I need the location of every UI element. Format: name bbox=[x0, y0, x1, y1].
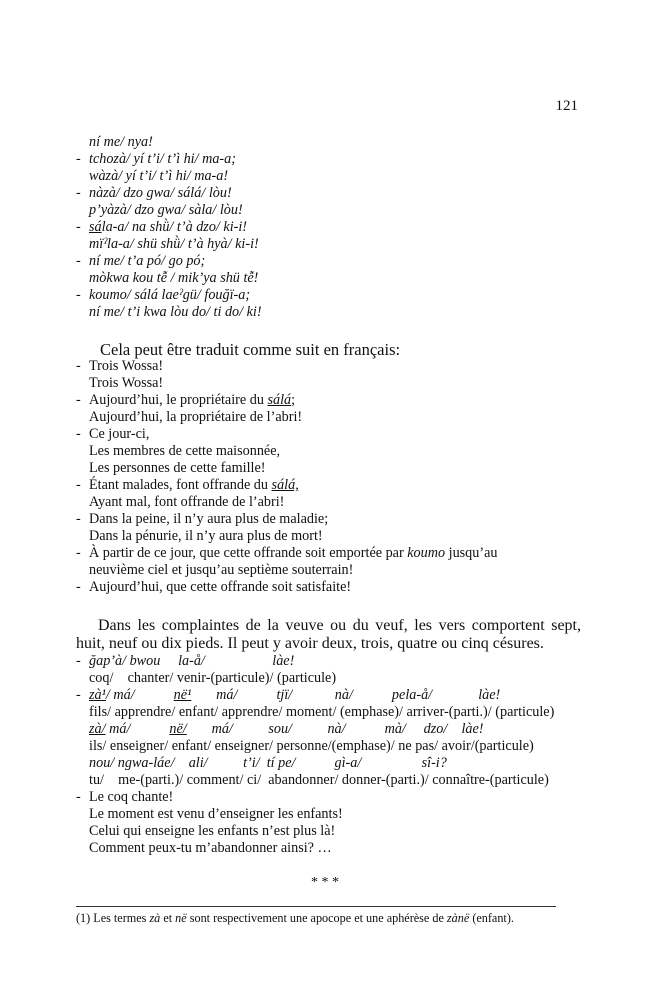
text-segment: zà/ bbox=[89, 721, 106, 737]
verse-text bbox=[89, 460, 265, 477]
verse-text bbox=[89, 392, 295, 409]
text-segment: ní me/ t’a pó/ go pó; bbox=[89, 253, 206, 269]
list-dash: - bbox=[76, 653, 81, 669]
verse-line bbox=[76, 653, 596, 670]
verse-text bbox=[89, 806, 343, 823]
verse-line bbox=[76, 806, 596, 823]
verse-line bbox=[76, 270, 586, 287]
text-segment: nàzà/ dzo gwa/ sálá/ lòu! bbox=[89, 185, 232, 201]
list-dash: - bbox=[76, 287, 81, 303]
text-segment: zà¹ bbox=[89, 687, 106, 703]
verse-line bbox=[76, 772, 596, 789]
verse-text bbox=[89, 270, 258, 287]
text-segment: Comment peux-tu m’abandonner ainsi? … bbox=[89, 840, 332, 856]
verse-line bbox=[76, 358, 586, 375]
verse-line bbox=[76, 823, 596, 840]
verse-text bbox=[89, 375, 163, 392]
text-segment: neuvième ciel et jusqu’au septième souterrain! bbox=[89, 562, 354, 578]
list-dash: - bbox=[76, 358, 81, 374]
text-segment: Trois Wossa! bbox=[89, 375, 164, 391]
verse-line bbox=[76, 375, 586, 392]
verse-text bbox=[89, 409, 302, 426]
verse-line bbox=[76, 185, 586, 202]
verse-line bbox=[76, 477, 586, 494]
list-dash: - bbox=[76, 477, 81, 493]
text-segment: sá bbox=[89, 219, 102, 235]
verse-line bbox=[76, 168, 586, 185]
body-paragraph: Dans les complaintes de la veuve ou du veuf, les vers comportent sept, huit, neuf ou dix pieds. Il peut y avoir deux, trois, quatre ou cinq césures. bbox=[76, 617, 581, 652]
verse-text bbox=[89, 755, 447, 772]
verse-text bbox=[89, 426, 149, 443]
verse-text bbox=[89, 840, 332, 857]
text-segment: má/ bbox=[105, 721, 170, 737]
list-dash: - bbox=[76, 426, 81, 442]
list-dash: - bbox=[76, 219, 81, 235]
list-dash: - bbox=[76, 511, 81, 527]
verse-text bbox=[89, 477, 299, 494]
verse-text bbox=[89, 219, 247, 236]
verse-text bbox=[89, 494, 284, 511]
verse-text bbox=[89, 670, 336, 687]
translation-verses bbox=[76, 358, 586, 596]
verse-text bbox=[89, 134, 153, 151]
text-segment: zànë bbox=[446, 911, 470, 925]
footnote bbox=[76, 911, 514, 926]
verse-line bbox=[76, 687, 596, 704]
text-segment: fils/ apprendre/ enfant/ apprendre/ moment/ (emphase)/ arriver-(parti.)/ (particule) bbox=[89, 704, 555, 720]
text-segment: Étant malades, font offrande du bbox=[89, 477, 272, 493]
verse-text bbox=[89, 772, 549, 789]
text-segment: Les membres de cette maisonnée, bbox=[89, 443, 281, 459]
list-dash: - bbox=[76, 392, 81, 408]
text-segment: Dans la pénurie, il n’y aura plus de mort! bbox=[89, 528, 323, 544]
text-segment: Dans la peine, il n’y aura plus de maladie; bbox=[89, 511, 329, 527]
list-dash: - bbox=[76, 253, 81, 269]
text-segment: jusqu’au bbox=[445, 545, 498, 561]
verse-line bbox=[76, 528, 586, 545]
list-dash: - bbox=[76, 687, 81, 703]
verse-text bbox=[89, 823, 335, 840]
verse-text bbox=[89, 443, 280, 460]
text-segment: Le coq chante! bbox=[89, 789, 174, 805]
verse-line bbox=[76, 253, 586, 270]
verse-text bbox=[89, 562, 353, 579]
text-segment: ní me/ t’i kwa lòu do/ ti do/ ki! bbox=[89, 304, 262, 320]
verse-line bbox=[76, 151, 586, 168]
poem-verses bbox=[76, 134, 586, 321]
verse-text bbox=[89, 704, 554, 721]
verse-text bbox=[89, 528, 323, 545]
verse-text bbox=[89, 511, 328, 528]
text-segment: má/ sou/ nà/ mà/ dzo/ làe! bbox=[186, 721, 484, 737]
verse-line bbox=[76, 755, 596, 772]
verse-text bbox=[89, 202, 243, 219]
list-dash: - bbox=[76, 185, 81, 201]
text-segment: ; bbox=[291, 392, 296, 408]
text-segment: mòkwa kou tễ / mik’ya shü tễ! bbox=[89, 270, 259, 286]
text-segment: Trois Wossa! bbox=[89, 358, 164, 374]
text-segment: p’yàzà/ dzo gwa/ sàla/ lòu! bbox=[89, 202, 243, 218]
verse-text bbox=[89, 185, 232, 202]
text-segment: mïˀla-a/ shü shǜ/ t’à hyà/ ki-i! bbox=[89, 236, 259, 252]
verse-text bbox=[89, 789, 173, 806]
verse-line bbox=[76, 392, 586, 409]
verse-line bbox=[76, 738, 596, 755]
verse-text bbox=[89, 358, 163, 375]
verse-text bbox=[89, 168, 228, 185]
text-segment: Ayant mal, font offrande de l’abri! bbox=[89, 494, 285, 510]
text-segment: má/ tjï/ nà/ pela-å/ làe! bbox=[191, 687, 501, 703]
verse-text bbox=[89, 738, 534, 755]
text-segment: sont respectivement une apocope et une aphérèse de bbox=[186, 911, 447, 925]
text-segment: koumo/ sálá laeˀgü/ fouğï-a; bbox=[89, 287, 251, 303]
page-number: 121 bbox=[555, 98, 578, 114]
list-dash: - bbox=[76, 579, 81, 595]
text-segment: wàzà/ yí t’i/ t’ì hi/ ma-a! bbox=[89, 168, 229, 184]
verse-line bbox=[76, 545, 586, 562]
text-segment: zà bbox=[149, 911, 161, 925]
text-segment: Les personnes de cette famille! bbox=[89, 460, 266, 476]
verse-line bbox=[76, 840, 596, 857]
text-segment: tu/ me-(parti.)/ comment/ ci/ abandonner/ donner-(parti.)/ connaître-(particule) bbox=[89, 772, 549, 788]
verse-line bbox=[76, 721, 596, 738]
text-segment: ğap’à/ bwou la-å/ làe! bbox=[89, 653, 295, 669]
text-segment: koumo bbox=[407, 545, 446, 561]
list-dash: - bbox=[76, 789, 81, 805]
verse-line bbox=[76, 443, 586, 460]
text-segment: nou/ ngwa-láe/ ali/ t’i/ tí pe/ gì-a/ sî-i? bbox=[89, 755, 447, 771]
text-segment: ní me/ nya! bbox=[89, 134, 153, 150]
footnote-rule bbox=[76, 906, 556, 907]
verse-line bbox=[76, 789, 596, 806]
text-segment: Aujourd’hui, que cette offrande soit satisfaite! bbox=[89, 579, 352, 595]
text-segment: tchozà/ yí t’i/ t’ì hi/ ma-a; bbox=[89, 151, 236, 167]
text-segment: ils/ enseigner/ enfant/ enseigner/ personne/(emphase)/ ne pas/ avoir/(particule) bbox=[89, 738, 534, 754]
verse-line bbox=[76, 562, 586, 579]
text-segment: sálá bbox=[267, 392, 292, 408]
text-segment: À partir de ce jour, que cette offrande soit emportée par bbox=[89, 545, 408, 561]
translation-heading: Cela peut être traduit comme suit en français: bbox=[100, 340, 401, 359]
verse-line bbox=[76, 219, 586, 236]
text-segment: coq/ chanter/ venir-(particule)/ (particule) bbox=[89, 670, 337, 686]
verse-line bbox=[76, 287, 586, 304]
verse-line bbox=[76, 426, 586, 443]
verse-text bbox=[89, 253, 205, 270]
text-segment: Aujourd’hui, le propriétaire du bbox=[89, 392, 268, 408]
text-segment: (1) Les termes bbox=[76, 911, 150, 925]
verse-text bbox=[89, 151, 236, 168]
text-segment: la-a/ na shǜ/ t’à dzo/ ki-i! bbox=[101, 219, 248, 235]
interlinear-gloss bbox=[76, 653, 596, 857]
verse-line bbox=[76, 579, 586, 596]
verse-text bbox=[89, 545, 498, 562]
text-segment: Aujourd’hui, la propriétaire de l’abri! bbox=[89, 409, 303, 425]
text-segment: Celui qui enseigne les enfants n’est plus là! bbox=[89, 823, 336, 839]
text-segment: në/ bbox=[169, 721, 187, 737]
verse-line bbox=[76, 134, 586, 151]
text-segment: në¹ bbox=[173, 687, 192, 703]
verse-line bbox=[76, 202, 586, 219]
verse-text bbox=[89, 287, 250, 304]
text-segment: / má/ bbox=[105, 687, 174, 703]
verse-line bbox=[76, 409, 586, 426]
text-segment: et bbox=[160, 911, 176, 925]
verse-text bbox=[89, 304, 262, 321]
verse-line bbox=[76, 236, 586, 253]
list-dash: - bbox=[76, 151, 81, 167]
verse-text bbox=[89, 721, 484, 738]
verse-text bbox=[89, 579, 351, 596]
text-segment: Le moment est venu d’enseigner les enfants! bbox=[89, 806, 343, 822]
verse-line bbox=[76, 460, 586, 477]
verse-line bbox=[76, 704, 596, 721]
verse-line bbox=[76, 511, 586, 528]
section-separator: * * * bbox=[311, 875, 339, 890]
text-segment: në bbox=[175, 911, 187, 925]
text-segment: Ce jour-ci, bbox=[89, 426, 150, 442]
verse-text bbox=[89, 236, 259, 253]
verse-line bbox=[76, 304, 586, 321]
text-segment: sálá, bbox=[271, 477, 299, 493]
verse-line bbox=[76, 494, 586, 511]
verse-line bbox=[76, 670, 596, 687]
verse-text bbox=[89, 687, 500, 704]
verse-text bbox=[89, 653, 294, 670]
text-segment: (enfant). bbox=[469, 911, 514, 925]
list-dash: - bbox=[76, 545, 81, 561]
